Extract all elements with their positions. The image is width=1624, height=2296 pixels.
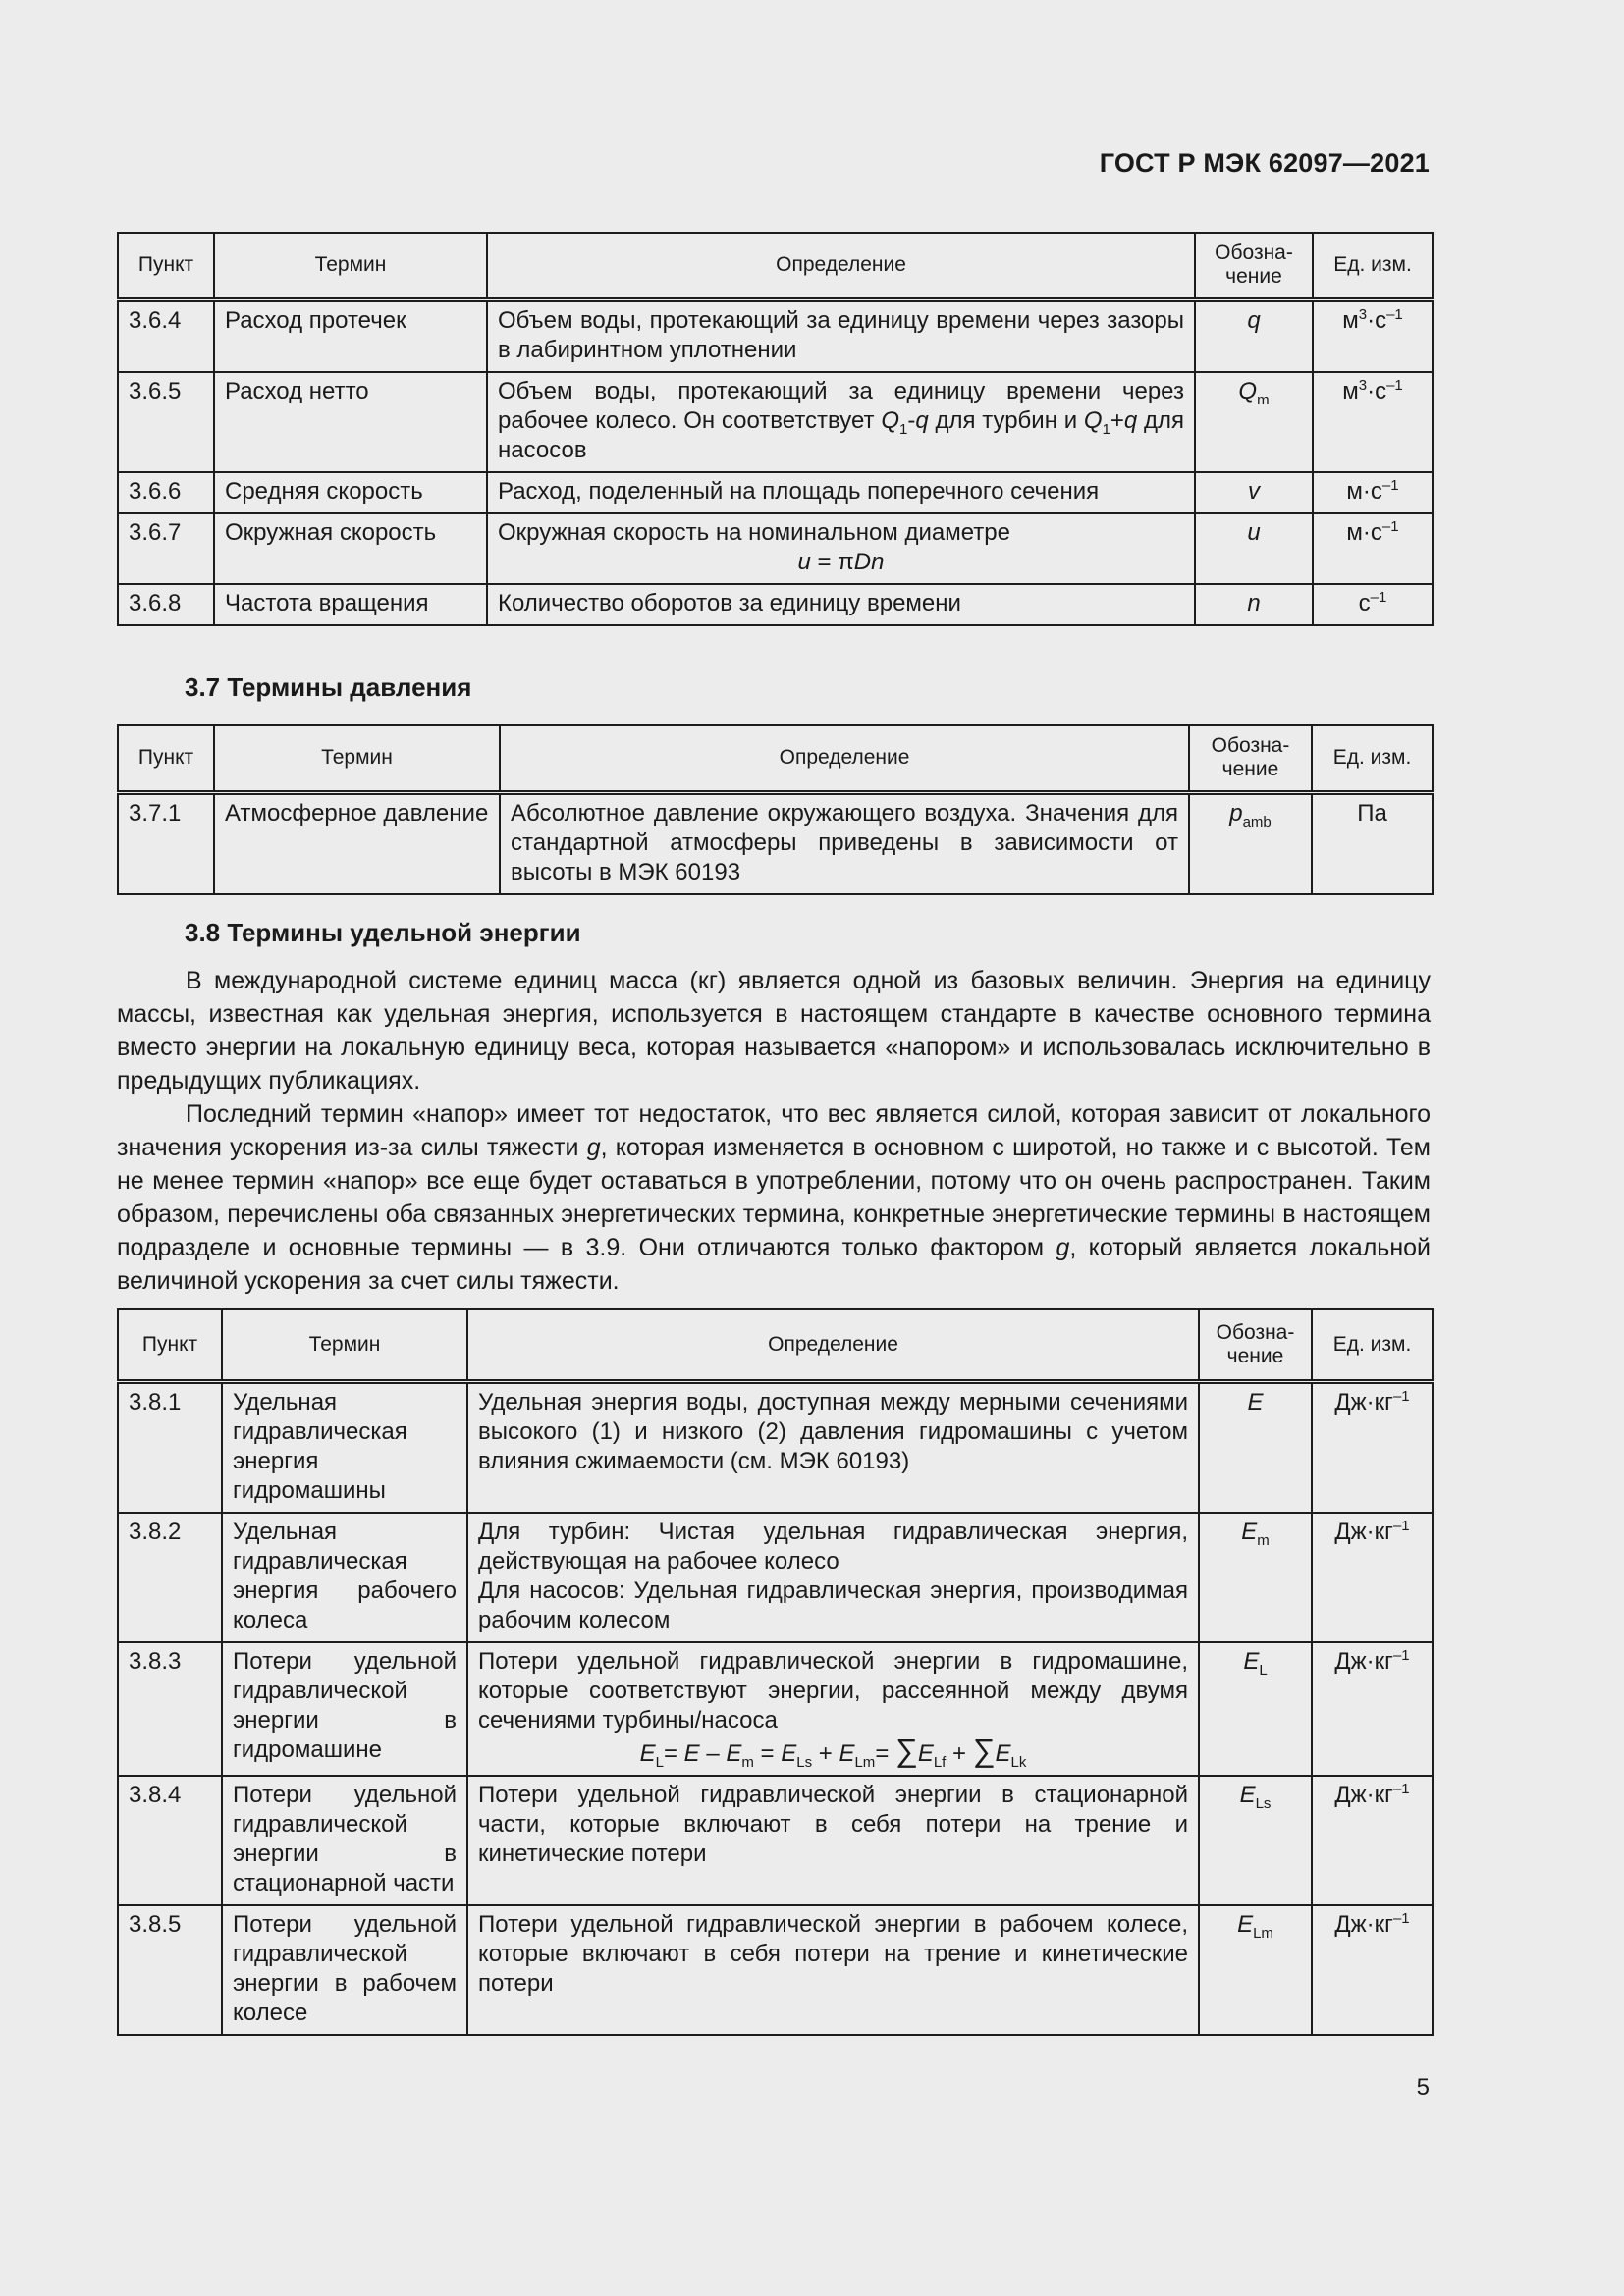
unit: $с^{-1}$ bbox=[1313, 584, 1433, 625]
unit: $м\cdot с^{-1}$ bbox=[1313, 513, 1433, 584]
symbol: $E_{Lm}$ bbox=[1199, 1905, 1312, 2035]
table-row bbox=[118, 584, 1433, 625]
terms-table-flow bbox=[117, 232, 1434, 626]
unit: $Дж\cdot кг^{-1}$ bbox=[1312, 1905, 1433, 2035]
table-row bbox=[118, 1776, 1433, 1905]
terms-table-pressure bbox=[117, 724, 1434, 895]
symbol: $E_{Ls}$ bbox=[1199, 1776, 1312, 1905]
symbol: v bbox=[1195, 472, 1313, 513]
col-term-header: Термин bbox=[214, 725, 500, 792]
section-title-3-8: 3.8 Термины удельной энергии bbox=[185, 918, 581, 947]
unit: $Дж\cdot кг^{-1}$ bbox=[1312, 1513, 1433, 1642]
col-item-header: Пункт bbox=[118, 725, 214, 792]
item-number: 3.8.2 bbox=[118, 1513, 222, 1642]
table-row bbox=[118, 1513, 1433, 1642]
col-symbol-header: Обозна- чение bbox=[1189, 725, 1312, 792]
symbol: n bbox=[1195, 584, 1313, 625]
col-term-header: Термин bbox=[214, 233, 487, 299]
formula: u = πDn bbox=[797, 548, 885, 575]
definition: Потери удельной гидравлической энергии в гидромашине, которые соответствуют энергии, рассеянной между двумя сечениями турбины/насоса $E_L= E - E_m = E_{Ls} + E_{Lm}= \sum E_{Lf} + \sum E_{Lk}$ bbox=[467, 1642, 1199, 1776]
table-header-row bbox=[118, 1309, 1433, 1381]
definition: Окружная скорость на номинальном диаметре u = πDn bbox=[487, 513, 1195, 584]
col-item-header: Пункт bbox=[118, 233, 214, 299]
symbol: $E_L$ bbox=[1199, 1642, 1312, 1776]
item-number: 3.7.1 bbox=[118, 792, 214, 894]
page-number: 5 bbox=[1416, 2074, 1430, 2101]
definition: Потери удельной гидравлической энергии в стационарной части, которые включают в себя потери на трение и кинетические потери bbox=[467, 1776, 1199, 1905]
unit: $м^3\cdot с^{-1}$ bbox=[1313, 372, 1433, 472]
definition: Количество оборотов за единицу времени bbox=[487, 584, 1195, 625]
energy-loss-formula: $E_L= E - E_m = E_{Ls} + E_{Lm}= \sum E_{Lf} + \sum E_{Lk}$ bbox=[639, 1732, 1027, 1771]
standard-header: ГОСТ Р МЭК 62097—2021 bbox=[1099, 148, 1430, 178]
symbol: E bbox=[1199, 1381, 1312, 1513]
term: Расход протечек bbox=[214, 299, 487, 372]
definition: Удельная энергия воды, доступная между мерными сечениями высокого (1) и низкого (2) давления гидромашины с учетом влияния сжимаемости (см. МЭК 60193) bbox=[467, 1381, 1199, 1513]
paragraph-head-term: Последний термин «напор» имеет тот недостаток, что вес является силой, которая зависит от локального значения ускорения из-за силы тяжести g, которая изменяется в основном с широтой, но также и с высотой. Тем не менее термин «напор» все еще будет оставаться в употреблении, потому что он очень распространен. Таким образом, перечислены оба связанных энергетических термина, конкретные энергетические термины в настоящем подразделе и основные термины — в 3.9. Они отличаются только фактором g, который является локальной величиной ускорения за счет силы тяжести. bbox=[117, 1100, 1431, 1295]
definition: Объем воды, протекающий за единицу времени через рабочее колесо. Он соответствует $Q_1-q$ для турбин и $Q_1+q$ для насосов bbox=[487, 372, 1195, 472]
symbol: u bbox=[1195, 513, 1313, 584]
term: Удельная гидравлическая энергия рабочего колеса bbox=[222, 1513, 467, 1642]
table-row bbox=[118, 513, 1433, 584]
symbol: $Q_m$ bbox=[1195, 372, 1313, 472]
col-definition-header: Определение bbox=[500, 725, 1189, 792]
term: Частота вращения bbox=[214, 584, 487, 625]
col-symbol-header: Обозна- чение bbox=[1199, 1309, 1312, 1381]
table-row bbox=[118, 372, 1433, 472]
item-number: 3.6.7 bbox=[118, 513, 214, 584]
item-number: 3.6.5 bbox=[118, 372, 214, 472]
definition: Объем воды, протекающий за единицу времени через зазоры в лабиринтном уплотнении bbox=[487, 299, 1195, 372]
symbol: q bbox=[1195, 299, 1313, 372]
term: Средняя скорость bbox=[214, 472, 487, 513]
section-title-3-7: 3.7 Термины давления bbox=[185, 672, 472, 702]
term: Атмосферное давление bbox=[214, 792, 500, 894]
term: Удельная гидравлическая энергия гидромашины bbox=[222, 1381, 467, 1513]
term: Потери удельной гидравлической энергии в рабочем колесе bbox=[222, 1905, 467, 2035]
table-row bbox=[118, 1642, 1433, 1776]
unit: $м^3\cdot с^{-1}$ bbox=[1313, 299, 1433, 372]
table-header-row bbox=[118, 233, 1433, 299]
paragraph-intro: В международной системе единиц масса (кг) является одной из базовых величин. Энергия на единицу массы, известная как удельная энергия, используется в настоящем стандарте в качестве основного термина вместо энергии на локальную единицу веса, которая называется «напором» и использовалась исключительно в предыдущих публикациях. bbox=[117, 967, 1431, 1095]
term: Потери удельной гидравлической энергии в гидромашине bbox=[222, 1642, 467, 1776]
definition: Для турбин: Чистая удельная гидравлическая энергия, действующая на рабочее колесо Для насосов: Удельная гидравлическая энергия, производимая рабочим колесом bbox=[467, 1513, 1199, 1642]
definition: Абсолютное давление окружающего воздуха. Значения для стандартной атмосферы приведены в зависимости от высоты в МЭК 60193 bbox=[500, 792, 1189, 894]
col-unit-header: Ед. изм. bbox=[1313, 233, 1433, 299]
col-item-header: Пункт bbox=[118, 1309, 222, 1381]
col-symbol-header: Обозна- чение bbox=[1195, 233, 1313, 299]
terms-table-energy bbox=[117, 1308, 1434, 2036]
term: Потери удельной гидравлической энергии в стационарной части bbox=[222, 1776, 467, 1905]
definition: Расход, поделенный на площадь поперечного сечения bbox=[487, 472, 1195, 513]
item-number: 3.8.5 bbox=[118, 1905, 222, 2035]
unit: Па bbox=[1312, 792, 1433, 894]
unit: $Дж\cdot кг^{-1}$ bbox=[1312, 1776, 1433, 1905]
unit: $Дж\cdot кг^{-1}$ bbox=[1312, 1381, 1433, 1513]
item-number: 3.8.3 bbox=[118, 1642, 222, 1776]
col-unit-header: Ед. изм. bbox=[1312, 725, 1433, 792]
col-definition-header: Определение bbox=[487, 233, 1195, 299]
item-number: 3.6.6 bbox=[118, 472, 214, 513]
table-header-row bbox=[118, 725, 1433, 792]
symbol: $p_{amb}$ bbox=[1189, 792, 1312, 894]
item-number: 3.6.4 bbox=[118, 299, 214, 372]
symbol: $E_m$ bbox=[1199, 1513, 1312, 1642]
item-number: 3.6.8 bbox=[118, 584, 214, 625]
table-row bbox=[118, 1905, 1433, 2035]
col-unit-header: Ед. изм. bbox=[1312, 1309, 1433, 1381]
definition: Потери удельной гидравлической энергии в рабочем колесе, которые включают в себя потери на трение и кинетические потери bbox=[467, 1905, 1199, 2035]
term: Окружная скорость bbox=[214, 513, 487, 584]
table-row bbox=[118, 472, 1433, 513]
table-row bbox=[118, 299, 1433, 372]
col-term-header: Термин bbox=[222, 1309, 467, 1381]
table-row bbox=[118, 792, 1433, 894]
table-row bbox=[118, 1381, 1433, 1513]
unit: $м\cdot с^{-1}$ bbox=[1313, 472, 1433, 513]
col-definition-header: Определение bbox=[467, 1309, 1199, 1381]
unit: $Дж\cdot кг^{-1}$ bbox=[1312, 1642, 1433, 1776]
item-number: 3.8.1 bbox=[118, 1381, 222, 1513]
item-number: 3.8.4 bbox=[118, 1776, 222, 1905]
term: Расход нетто bbox=[214, 372, 487, 472]
